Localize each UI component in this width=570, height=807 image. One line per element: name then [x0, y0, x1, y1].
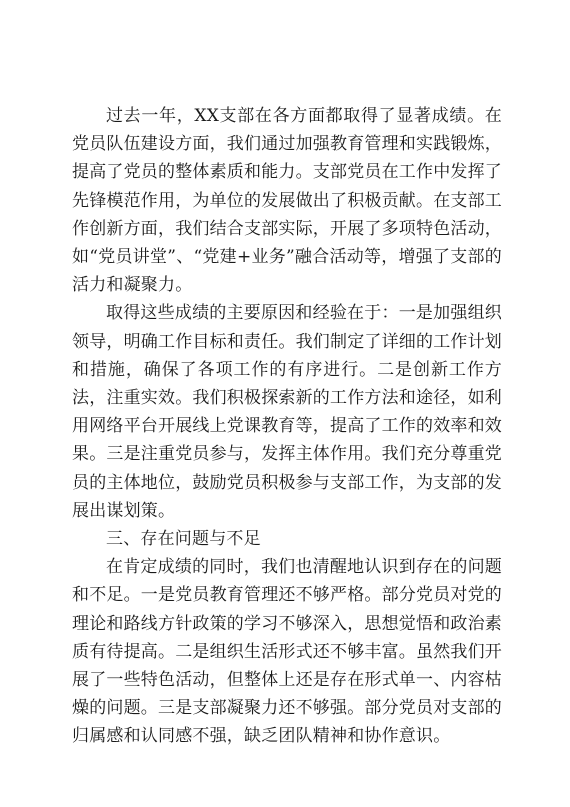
document-body — [72, 102, 502, 751]
paragraph-achievements: 过去一年，XX支部在各方面都取得了显著成绩。在党员队伍建设方面，我们通过加强教育管理和实践锻炼，提高了党员的整体素质和能力。支部党员在工作中发挥了先锋模范作用，为单位的发展做出了积极贡献。在支部工作创新方面，我们结合支部实际，开展了多项特色活动，如“党员讲堂”、“党建+业务”融合活动等，增强了支部的活力和凝聚力。 — [72, 106, 502, 296]
section-heading-problems: 三、存在问题与不足 — [106, 529, 261, 550]
paragraph-problems: 在肯定成绩的同时，我们也清醒地认识到存在的问题和不足。一是党员教育管理还不够严格。部分党员对党的理论和路线方针政策的学习不够深入，思想觉悟和政治素质有待提高。二是组织生活形式还不够丰富。虽然我们开展了一些特色活动，但整体上还是存在形式单一、内容枯燥的问题。三是支部凝聚力还不够强。部分党员对支部的归属感和认同感不强，缺乏团队精神和协作意识。 — [72, 557, 502, 747]
paragraph-reasons-experience: 取得这些成绩的主要原因和经验在于：一是加强组织领导，明确工作目标和责任。我们制定了详细的工作计划和措施，确保了各项工作的有序进行。二是创新工作方法，注重实效。我们积极探索新的工作方法和途径，如利用网络平台开展线上党课教育等，提高了工作的效率和效果。三是注重党员参与，发挥主体作用。我们充分尊重党员的主体地位，鼓励党员积极参与支部工作，为支部的发展出谋划策。 — [72, 303, 502, 521]
